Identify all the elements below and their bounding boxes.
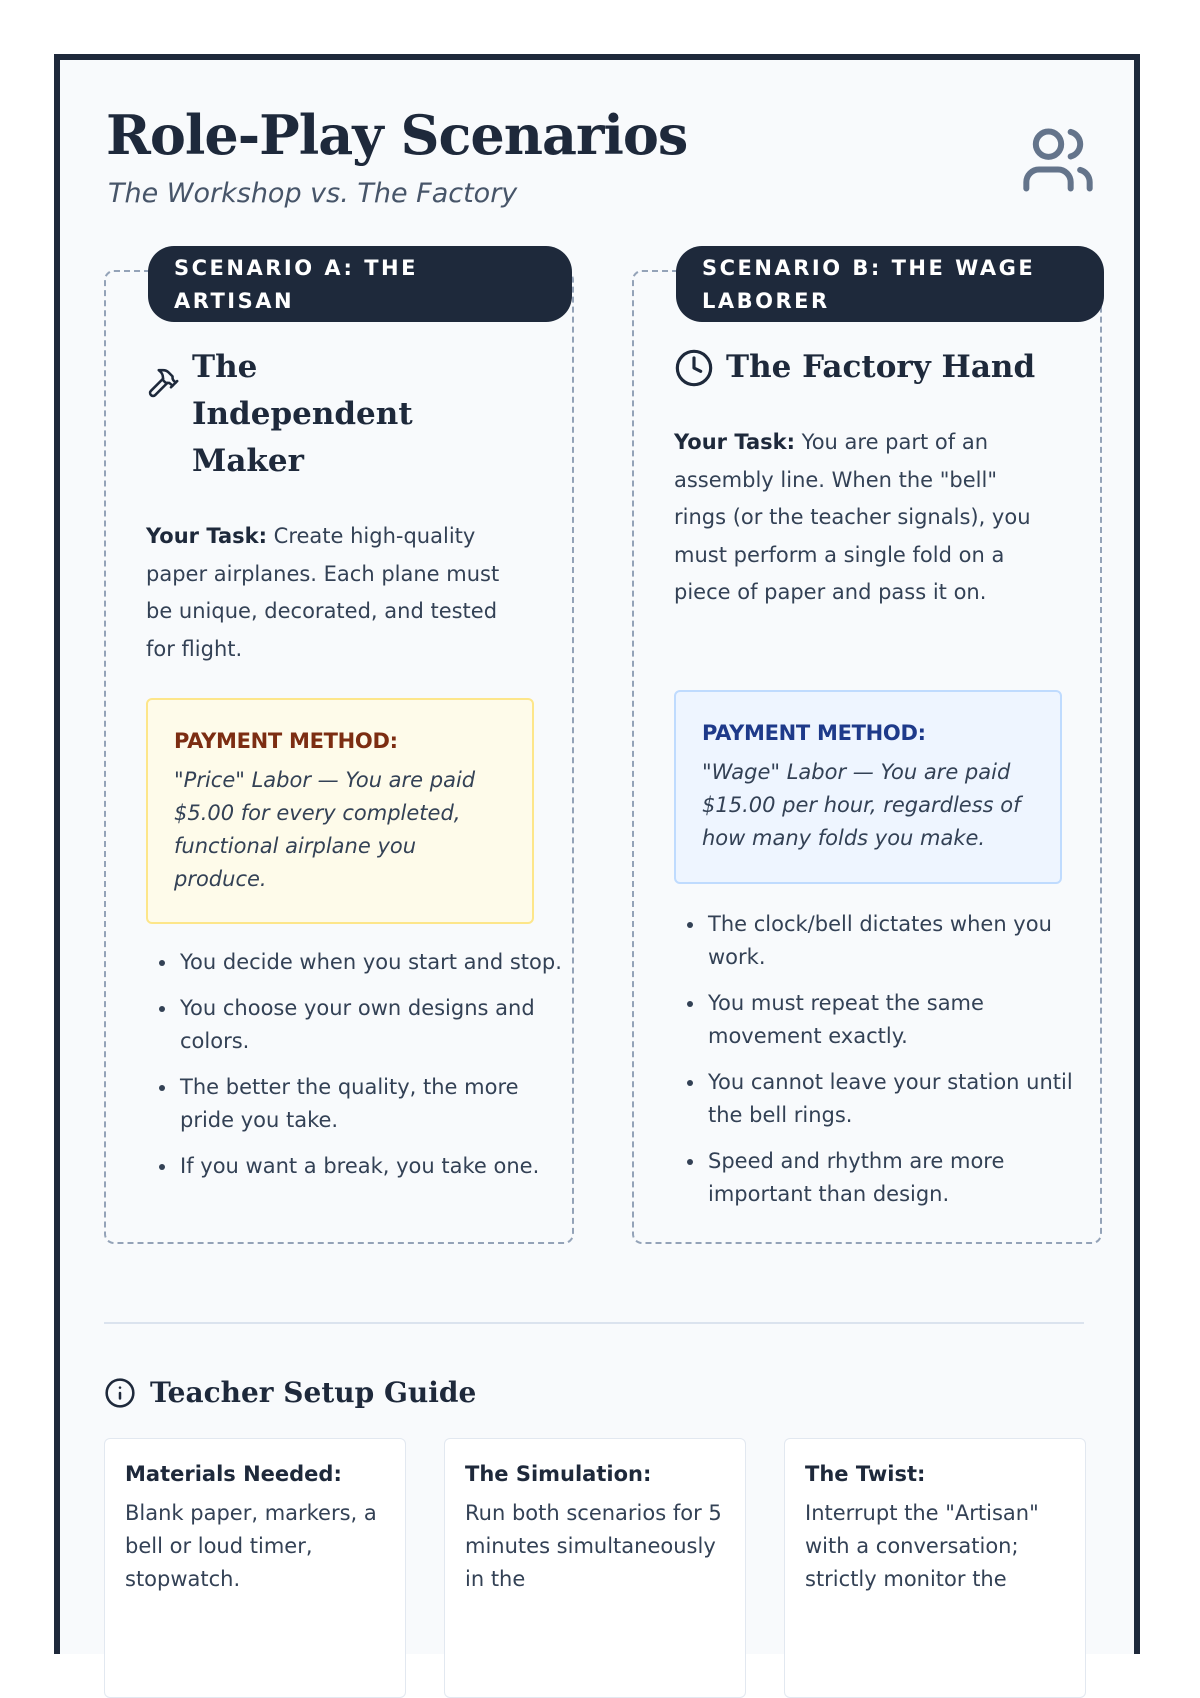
- payment-text: "Price" Labor — You are paid $5.00 for every completed, functional airplane you produce.: [174, 768, 476, 891]
- worksheet-frame: [54, 54, 1140, 1654]
- setup-box-title: The Twist:: [805, 1462, 926, 1486]
- setup-box-materials: [104, 1438, 406, 1698]
- setup-box-text: Blank paper, markers, a bell or loud timer, stopwatch.: [125, 1501, 377, 1591]
- hammer-icon: [146, 366, 180, 400]
- info-icon: [104, 1377, 136, 1409]
- scenario-bullets: [146, 946, 572, 1196]
- setup-box-simulation: [444, 1438, 746, 1698]
- list-item: • You decide when you start and stop.: [178, 946, 572, 979]
- setup-title: Teacher Setup Guide: [150, 1376, 477, 1409]
- page-title: Role-Play Scenarios: [106, 103, 688, 167]
- setup-box-twist: [784, 1438, 1086, 1698]
- list-item: • You must repeat the same movement exactly.: [706, 987, 1100, 1053]
- section-divider: [104, 1322, 1084, 1324]
- payment-label: PAYMENT METHOD:: [702, 721, 926, 745]
- list-item: • You cannot leave your station until the bell rings.: [706, 1066, 1100, 1132]
- clock-icon: [674, 348, 714, 388]
- setup-box-title: The Simulation:: [465, 1462, 652, 1486]
- scenario-title: The Factory Hand: [726, 349, 1036, 385]
- setup-box-text: Interrupt the "Artisan" with a conversation; strictly monitor the: [805, 1501, 1039, 1591]
- setup-box-text: Run both scenarios for 5 minutes simultaneously in the: [465, 1501, 722, 1591]
- payment-label: PAYMENT METHOD:: [174, 729, 398, 753]
- list-item: • You choose your own designs and colors.: [178, 992, 572, 1058]
- payment-box: [674, 690, 1062, 884]
- task-label: Your Task:: [146, 524, 267, 548]
- scenario-bullets: [674, 908, 1100, 1224]
- task-text: Create high-quality paper airplanes. Each plane must be unique, decorated, and tested for flight.: [146, 524, 500, 661]
- page-subtitle: The Workshop vs. The Factory: [108, 178, 518, 209]
- list-item: • The clock/bell dictates when you work.: [706, 908, 1100, 974]
- scenario-task: [674, 424, 1054, 612]
- scenario-heading: [674, 344, 1046, 391]
- scenario-heading: [146, 344, 482, 485]
- list-item: • The better the quality, the more pride you take.: [178, 1071, 572, 1137]
- payment-text: "Wage" Labor — You are paid $15.00 per hour, regardless of how many folds you make.: [702, 760, 1021, 850]
- list-item: • If you want a break, you take one.: [178, 1150, 572, 1183]
- users-icon: [1020, 122, 1096, 198]
- list-item: • Speed and rhythm are more important than design.: [706, 1145, 1100, 1211]
- scenario-card-wage-laborer: [632, 256, 1102, 1244]
- scenario-card-artisan: [104, 256, 574, 1244]
- scenario-badge: SCENARIO B: THE WAGE LABORER: [676, 246, 1104, 322]
- setup-heading: [104, 1376, 476, 1409]
- task-label: Your Task:: [674, 430, 795, 454]
- task-text: You are part of an assembly line. When the "bell" rings (or the teacher signals), you must perform a single fold on a piece of paper and pass it on.: [674, 430, 1031, 604]
- payment-box: [146, 698, 534, 924]
- scenario-task: [146, 518, 526, 668]
- scenario-title: The Independent Maker: [192, 349, 413, 479]
- setup-box-title: Materials Needed:: [125, 1462, 342, 1486]
- scenario-badge: SCENARIO A: THE ARTISAN: [148, 246, 572, 322]
